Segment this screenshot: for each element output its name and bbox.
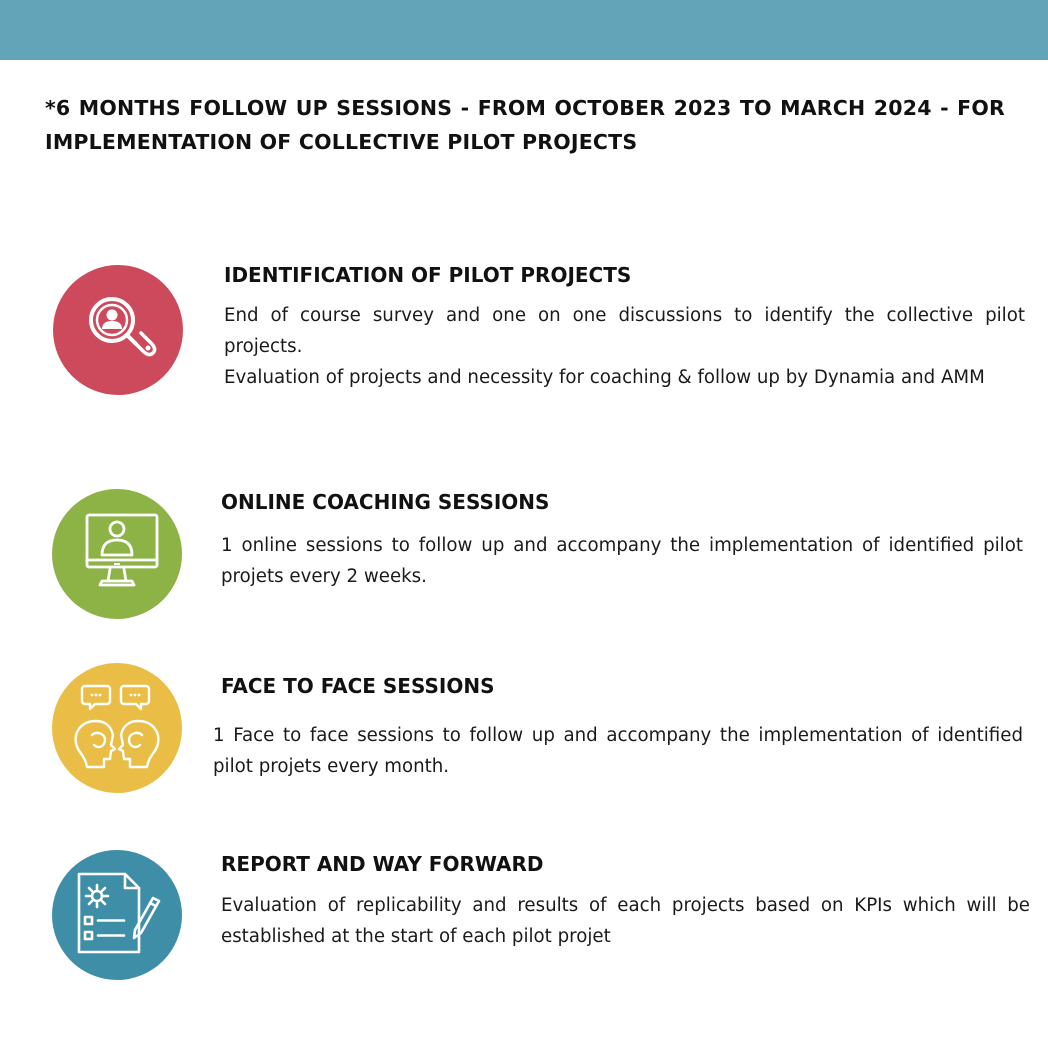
section-icon-face-to-face [52,663,182,793]
section-paragraph: 1 online sessions to follow up and accompany the implementation of identified pilot projets every 2 weeks. [221,535,1023,587]
page-title: *6 MONTHS FOLLOW UP SESSIONS - FROM OCTOBER 2023 TO MARCH 2024 - FOR IMPLEMENTATION OF COLLECTIVE PILOT PROJECTS [45,96,1005,154]
magnifier-person-icon [53,265,183,395]
header-band [0,0,1048,60]
section-paragraph: Evaluation of replicability and results of each projects based on KPIs which will be established at the start of each pilot projet [221,895,1030,947]
report-document-icon [52,850,182,980]
section-body-online [221,530,1023,592]
section-body-identification [224,300,1025,393]
section-title-identification: IDENTIFICATION OF PILOT PROJECTS [224,263,632,287]
section-icon-identification [53,265,183,395]
face-to-face-icon [52,663,182,793]
section-title-face-to-face: FACE TO FACE SESSIONS [221,674,495,698]
section-body-report [221,890,1030,952]
section-paragraph: 1 Face to face sessions to follow up and accompany the implementation of identified pilot projets every month. [213,725,1023,777]
section-title-report: REPORT AND WAY FORWARD [221,852,544,876]
section-body-face-to-face [213,720,1023,782]
section-icon-online [52,489,182,619]
section-paragraph: End of course survey and one on one discussions to identify the collective pilot projects. [224,305,1025,357]
section-title-online: ONLINE COACHING SESSIONS [221,490,550,514]
section-paragraph: Evaluation of projects and necessity for coaching & follow up by Dynamia and AMM [224,367,985,388]
computer-user-icon [52,489,182,619]
section-icon-report [52,850,182,980]
